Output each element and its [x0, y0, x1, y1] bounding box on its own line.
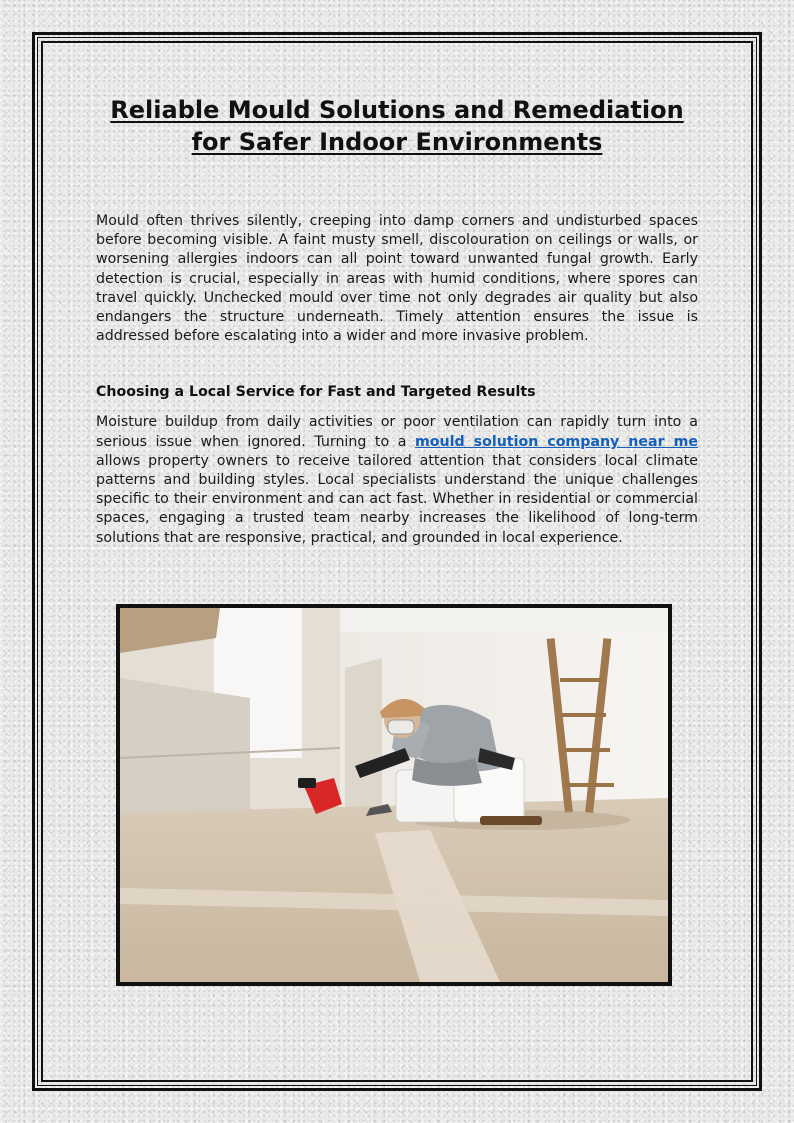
intro-paragraph: Mould often thrives silently, creeping into damp corners and undisturbed spaces before becoming visible. A faint musty smell, discolouration on ceilings or walls, or worsening allergies indoors can all point toward unwanted fungal growth. Early detection is crucial, especially in areas with humid conditions, where spores can travel quickly. Unchecked mould over time not only degrades air quality but also endangers the structure underneath. Timely attention ensures the issue is addressed before escalating into a wider and more invasive problem. — [96, 213, 698, 345]
section-paragraph — [96, 413, 698, 547]
title-line-2: for Safer Indoor Environments — [191, 128, 603, 156]
page-title — [96, 94, 698, 158]
section-heading: Choosing a Local Service for Fast and Targeted Results — [96, 384, 536, 401]
title-line-1: Reliable Mould Solutions and Remediation — [110, 96, 684, 124]
section-text-after-link: allows property owners to receive tailored attention that considers local climate patterns and building styles. Local specialists understand the unique challenges specific to their environment and can act fast. Whether in residential or commercial spaces, engaging a trusted team nearby increases the likelihood of long-term solutions that are responsive, practical, and grounded in local experience. — [96, 452, 698, 546]
document-body — [96, 94, 698, 548]
mould-solution-link[interactable]: mould solution company near me — [415, 433, 698, 450]
section-text-before-link: Moisture buildup from daily activities or poor ventilation can rapidly turn into a serious issue when ignored. Turning to a — [96, 414, 698, 450]
mould-remediation-photo — [116, 604, 672, 986]
